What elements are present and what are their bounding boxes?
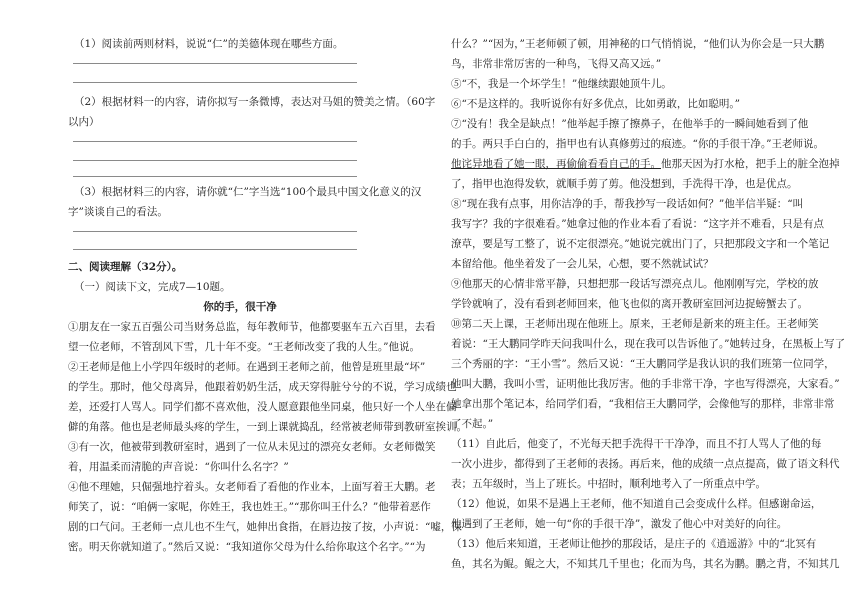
- article-line: 潦草，要是写工整了，说不定很漂亮。”她说完就出门了，只把那段文字和一个笔记: [451, 238, 830, 250]
- article-line: 我写字？我的字很难看。”她拿过他的作业本看了看说：“这字并不难看，只是有点: [451, 218, 824, 230]
- article-line: 他叫大鹏，我叫小雪，证明他比我厉害。他的手非常干净，字也写得漂亮，大家看。”: [451, 378, 840, 390]
- article-line: ⑤“不，我是一个坏学生！”他继续跟她顶牛儿。: [451, 78, 672, 90]
- article-line: 什么？”“因为，”王老师顿了顿，用神秘的口气悄悄说，“他们认为你会是一只大鹏: [451, 38, 825, 50]
- question-2: （2）根据材料一的内容，请你拟写一条微博，表达对马姐的赞美之情。（60字: [74, 96, 436, 108]
- section-heading: 二、阅读理解（32分）。: [68, 261, 183, 273]
- article-line: 的学生。那时，他父母离异，他跟着奶奶生活，成天穿得脏兮兮的不说，学习成绩也: [68, 381, 457, 393]
- question-3: （3）根据材料三的内容，请你就“仁”字当选“100个最具中国文化意义的汉: [74, 186, 422, 198]
- article-line: 差，还爱打人骂人。同学们都不喜欢他，没人愿意跟他坐同桌，他只好一个人坐在偏: [68, 401, 457, 413]
- left-column: [68, 34, 467, 557]
- article-line: 学铃就响了，没有看到老师回来，他飞也似的离开教研室回河边捉螃蟹去了。: [451, 298, 808, 310]
- answer-line: [73, 249, 357, 250]
- article-line: ⑥“不是这样的。我听说你有好多优点，比如勇敢，比如聪明。”: [451, 98, 740, 110]
- answer-line: [73, 231, 357, 232]
- article-line: 鸟，非常非常厉害的一种鸟，飞得又高又远。”: [451, 58, 662, 70]
- underlined-sentence: 他诧异地看了她一眼，再偷偷看看自己的手。: [451, 158, 661, 170]
- article-line: 三个秀丽的字：“王小雪”。然后又说：“王大鹏同学是我认识的我们班第一位同学，: [451, 358, 835, 370]
- article-line: 他遇到了王老师，她一句“你的手很干净”，激发了他心中对美好的向往。: [451, 518, 788, 530]
- reading-instruction: （一）阅读下文，完成7—10题。: [74, 281, 231, 293]
- article-line: 望一位老师，不管刮风下雪，几十年不变。“王老师改变了我的人生。”他说。: [68, 341, 420, 353]
- answer-line: [73, 160, 357, 161]
- article-line: ⑩第二天上课，王老师出现在他班上。原来，王老师是新来的班主任。王老师笑: [451, 318, 819, 330]
- article-line: 一次小进步，都得到了王老师的表扬。再后来，他的成绩一点点提高，做了语文科代: [451, 458, 840, 470]
- article-body-left: [68, 317, 467, 557]
- article-line: 表；五年级时，当上了班长。中招时，顺利地考入了一所重点中学。: [451, 478, 766, 490]
- article-line: 着，用温柔而清脆的声音说：“你叫什么名字？”: [68, 461, 289, 473]
- article-line: 僻的角落。他也是老师最头疼的学生，一到上课就捣乱，经常被老师带到教研室挨训。: [68, 421, 467, 433]
- article-line: ⑨他那天的心情非常平静，只想把那一段话写漂亮点儿。他刚刚写完，学校的放: [451, 278, 819, 290]
- article-line: ①朋友在一家五百强公司当财务总监，每年教师节，他都要驱车五六百里，去看: [68, 321, 436, 333]
- right-column: [451, 34, 845, 574]
- article-line: ⑦“没有！我全是缺点！”他举起手擦了擦鼻子，在他举手的一瞬间她看到了他: [451, 118, 809, 130]
- answer-line: [73, 82, 357, 83]
- article-line: ②王老师是他上小学四年级时的老师。在遇到王老师之前，他曾是班里最“坏”: [68, 361, 426, 373]
- article-title: 你的手，很干净: [203, 301, 277, 313]
- article-line: 师笑了，说：“咱俩一家呢，你姓王，我也姓王。”“那你叫王什么？”他带着恶作: [68, 501, 431, 513]
- article-line: 的手。两只手白白的，指甲也有认真修剪过的痕迹。“你的手很干净。”王老师说。: [451, 138, 824, 150]
- article-line: ④他不理她，只倔强地拧着头。女老师看了看他的作业本，上面写着王大鹏。老: [68, 481, 436, 493]
- article-line: 了不起。”: [451, 418, 494, 430]
- article-line: 鱼，其名为鲲。鲲之大，不知其几千里也；化而为鸟，其名为鹏。鹏之背，不知其几: [451, 558, 840, 570]
- question-1: （1）阅读前两则材料，说说“仁”的美德体现在哪些方面。: [74, 38, 344, 50]
- article-line: 了，指甲也泡得发软，就顺手剪了剪。他没想到，手洗得干净，也是优点。: [451, 178, 798, 190]
- answer-line: [73, 63, 357, 64]
- article-body-right: [451, 34, 825, 154]
- answer-line: [73, 176, 357, 177]
- article-body-right-cont: [451, 174, 845, 574]
- article-line: 本留给他。他坐着发了一会儿呆，心想，要不然就试试？: [451, 258, 714, 270]
- article-line: （12）他说，如果不是遇上王老师，他不知道自己会变成什么样。但感谢命运，: [451, 498, 822, 510]
- question-3-cont: 字”谈谈自己的看法。: [68, 206, 168, 218]
- article-line: 她拿出那个笔记本，给同学们看，“我相信王大鹏同学，会像他写的那样，非常非常: [451, 398, 835, 410]
- article-text: 他那天因为打水枪，把手上的脏全泡掉: [661, 158, 840, 170]
- article-line: （13）他后来知道，王老师让他抄的那段话，是庄子的《逍遥游》中的“北冥有: [451, 538, 817, 550]
- article-line: 密。明天你就知道了。”然后又说：“我知道你父母为什么给你取这个名字。”“为: [68, 541, 426, 553]
- article-line: （11）自此后，他变了，不光每天把手洗得干干净净，而且不打人骂人了他的每: [451, 438, 822, 450]
- article-line: 剧的口气问。王老师一点儿也不生气，她伸出食指，在唇边按了按，小声说：“嘘，保: [68, 521, 462, 533]
- article-line: 着说：“王大鹏同学昨天问我叫什么，现在我可以告诉他了。”她转过身，在黑板上写了: [451, 338, 845, 350]
- article-line: ⑧“现在我有点事，用你洁净的手，帮我抄写一段话如何？”他半信半疑：“叫: [451, 198, 804, 210]
- answer-line: [73, 141, 357, 142]
- article-line: ③有一次，他被带到教研室时，遇到了一位从未见过的漂亮女老师。女老师微笑: [68, 441, 436, 453]
- article-line: [451, 154, 840, 174]
- question-2-cont: 以内）: [68, 116, 100, 128]
